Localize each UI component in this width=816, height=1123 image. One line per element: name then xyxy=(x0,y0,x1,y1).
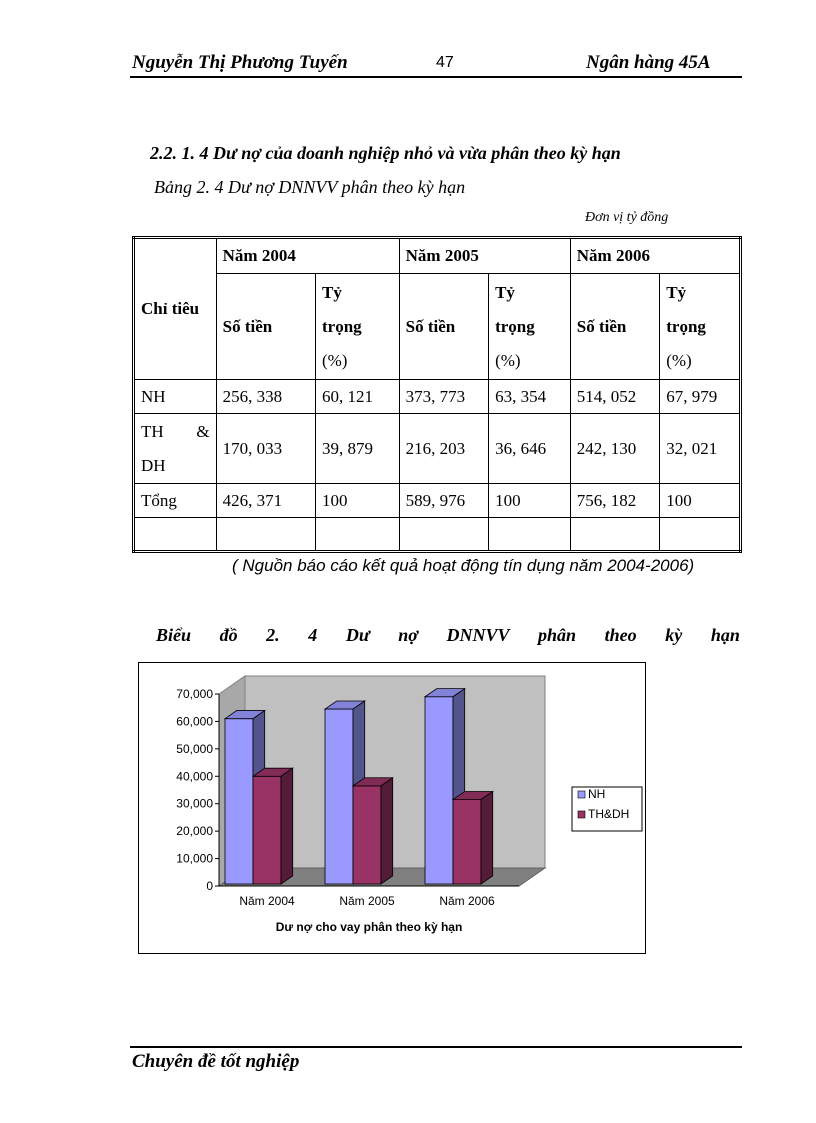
y-tick-label: 70,000 xyxy=(176,687,213,701)
chart-title-word: phân xyxy=(538,625,577,645)
y-tick-label: 20,000 xyxy=(176,824,213,839)
table-cell: 373, 773 xyxy=(399,380,488,414)
table-cell: 100 xyxy=(489,484,571,518)
footer-rule xyxy=(130,1046,742,1048)
legend-swatch xyxy=(578,811,585,818)
y-tick-label: 50,000 xyxy=(176,741,213,756)
section-heading: 2.2. 1. 4 Dư nợ của doanh nghiệp nhỏ và vừa phân theo kỳ hạn xyxy=(150,143,621,163)
page-number: 47 xyxy=(436,54,454,71)
table-row xyxy=(134,380,741,414)
share-header: Tỷ trọng (%) xyxy=(660,274,741,380)
row-label: Tổng xyxy=(134,484,217,518)
table-cell: 256, 338 xyxy=(216,380,315,414)
header-author: Nguyễn Thị Phương Tuyến xyxy=(132,52,348,73)
chart-title-word: 2. xyxy=(266,625,280,645)
bar-side xyxy=(381,778,393,884)
bar-nh xyxy=(425,697,453,884)
table-empty-row xyxy=(134,518,741,552)
table-cell: 32, 021 xyxy=(660,414,741,484)
table-cell: 60, 121 xyxy=(315,380,399,414)
table-cell: 63, 354 xyxy=(489,380,571,414)
table-cell: 426, 371 xyxy=(216,484,315,518)
table-cell: 242, 130 xyxy=(570,414,659,484)
share-header: Tỷ trọng (%) xyxy=(489,274,571,380)
chart-title-word: theo xyxy=(604,625,637,645)
bar-side xyxy=(481,792,493,885)
table-cell: 36, 646 xyxy=(489,414,571,484)
bar-chart xyxy=(138,662,646,954)
loan-table xyxy=(132,236,742,553)
table-cell: 67, 979 xyxy=(660,380,741,414)
row-label: TH & DH xyxy=(134,414,217,484)
table-row xyxy=(134,414,741,484)
year-header-2006: Năm 2006 xyxy=(570,238,740,274)
y-tick-label: 10,000 xyxy=(176,851,213,866)
x-tick-label: Năm 2006 xyxy=(439,894,495,908)
table-cell: 39, 879 xyxy=(315,414,399,484)
source-note: ( Nguồn báo cáo kết quả hoạt động tín dụng năm 2004-2006) xyxy=(232,556,695,575)
bar-thdh xyxy=(353,786,381,884)
legend-swatch xyxy=(578,791,585,798)
year-header-2004: Năm 2004 xyxy=(216,238,399,274)
table-cell: 170, 033 xyxy=(216,414,315,484)
chart-title-word: hạn xyxy=(710,625,740,645)
chart-title xyxy=(156,625,740,646)
share-header: Tỷ trọng (%) xyxy=(315,274,399,380)
table-subheader-row xyxy=(134,274,741,380)
table-cell: 100 xyxy=(315,484,399,518)
table-cell: 514, 052 xyxy=(570,380,659,414)
header-rule xyxy=(130,76,742,78)
year-header-2005: Năm 2005 xyxy=(399,238,570,274)
legend-label: NH xyxy=(588,787,606,801)
x-tick-label: Năm 2005 xyxy=(339,894,395,908)
y-tick-label: 60,000 xyxy=(176,714,213,729)
table-cell: 216, 203 xyxy=(399,414,488,484)
x-axis-title: Dư nợ cho vay phân theo kỳ hạn xyxy=(275,920,463,934)
chart-title-word: Biểu xyxy=(156,625,192,645)
bar-side xyxy=(281,768,293,884)
bar-nh xyxy=(325,709,353,884)
table-header-row xyxy=(134,238,741,274)
bar-chart-svg xyxy=(139,663,645,953)
row-label: NH xyxy=(134,380,217,414)
x-tick-label: Năm 2004 xyxy=(239,894,295,908)
bar-thdh xyxy=(253,776,281,884)
y-tick-label: 40,000 xyxy=(176,769,213,784)
bar-thdh xyxy=(453,800,481,884)
amount-header: Số tiền xyxy=(399,274,488,380)
chart-title-word: đồ xyxy=(219,625,238,645)
unit-note: Đơn vị tỷ đồng xyxy=(585,210,669,225)
y-tick-label: 30,000 xyxy=(176,796,213,811)
chart-title-word: kỳ xyxy=(665,625,683,645)
chart-title-word: Dư xyxy=(345,625,370,645)
chart-title-word: nợ xyxy=(398,625,418,645)
footer-text: Chuyên đề tốt nghiệp xyxy=(132,1051,300,1072)
amount-header: Số tiền xyxy=(216,274,315,380)
table-cell: 756, 182 xyxy=(570,484,659,518)
table-cell: 589, 976 xyxy=(399,484,488,518)
chart-title-word: DNNVV xyxy=(446,625,510,645)
y-tick-label: 0 xyxy=(206,879,213,893)
amount-header: Số tiền xyxy=(570,274,659,380)
legend-label: TH&DH xyxy=(588,807,630,821)
row-header-cell: Chỉ tiêu xyxy=(134,238,217,380)
chart-title-word: 4 xyxy=(308,625,318,645)
table-caption: Bảng 2. 4 Dư nợ DNNVV phân theo kỳ hạn xyxy=(154,177,466,197)
bar-nh xyxy=(225,719,253,884)
header-class: Ngân hàng 45A xyxy=(586,52,711,73)
table-row xyxy=(134,484,741,518)
table-cell: 100 xyxy=(660,484,741,518)
